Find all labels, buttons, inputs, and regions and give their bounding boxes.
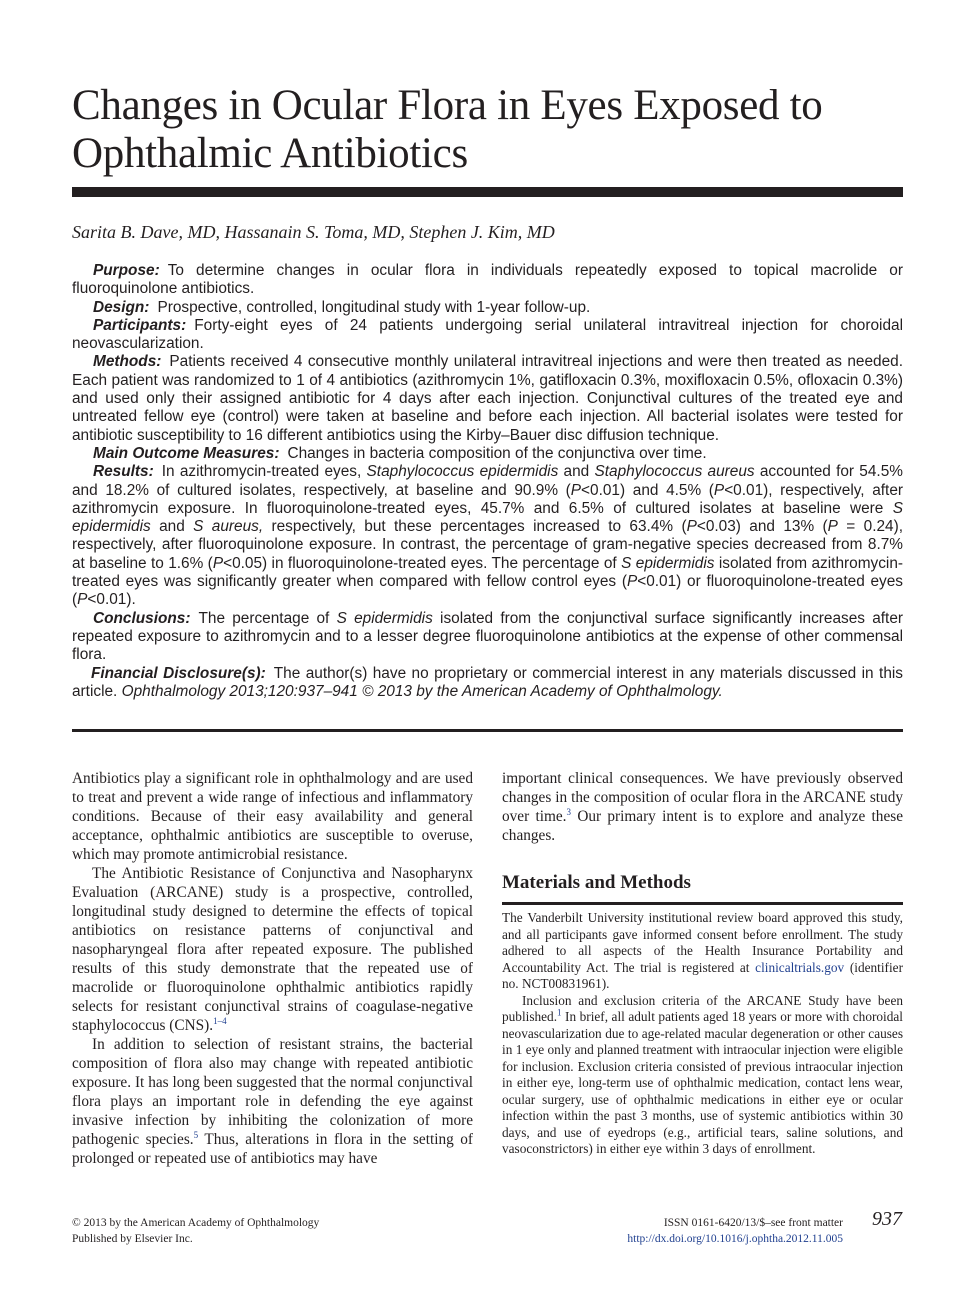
- title-rule: [72, 187, 903, 197]
- abstract-methods: [72, 353, 903, 444]
- participants-label: Participants:: [93, 316, 187, 334]
- article-title: Changes in Ocular Flora in Eyes Exposed to Ophthalmic Antibiotics: [72, 82, 823, 177]
- body-paragraph: Inclusion and exclusion criteria of the ARCANE Study have been published.$^1$ In brief, all adult patients aged 18 years or more with choroidal neovascularization due to age-related macular degeneration or other causes in 1 eye only and planned treatment with intraocular injection were eligible for inclusion. Exclusion criteria consisted of previous intraocular injection in either eye, long-term use of ophthalmic medication, contact lens wear, ocular surgery, use of ophthalmic medications in either eye or ocular infection within the past 3 months, use of systemic antibiotics within 30 days, and use of eyedrops (e.g., artificial tears, saline solutions, and vasoconstrictors) in either eye within 3 days of enrollment.: [502, 992, 903, 1156]
- abstract-design: [72, 299, 903, 317]
- results-label: Results:: [93, 463, 154, 481]
- body-column-left: [72, 769, 473, 1168]
- journal-citation: Ophthalmology 2013;120:937–941 © 2013 by the American Academy of Ophthalmology.: [121, 682, 723, 700]
- abstract-participants: [72, 317, 903, 354]
- outcome-text: Changes in bacteria composition of the conjunctiva over time.: [287, 444, 707, 462]
- author-list: Sarita B. Dave, MD, Hassanain S. Toma, MD, Stephen J. Kim, MD: [72, 222, 555, 242]
- body-paragraph: The Vanderbilt University institutional review board approved this study, and all participants gave informed consent before enrollment. The study adhered to all aspects of the Health Insurance Portability and Accountability Act. The trial is registered at clinicaltrials.gov (identifier no. NCT00831961).: [502, 910, 904, 991]
- abstract-results: [72, 463, 903, 609]
- disclosure-text: The author(s) have no proprietary or commercial interest in any materials discussed in this article.: [72, 664, 903, 700]
- body-paragraph: The Antibiotic Resistance of Conjunctiva and Nasopharynx Evaluation (ARCANE) study is a prospective, controlled, longitudinal study designed to determine the effects of topical antibiotics on resistance patterns of conjunctival and nasopharyngeal flora after repeated exposure. The published results of this study demonstrate that the repeated use of macrolide or fluoroquinolone ophthalmic antibiotics rapidly selects for resistant conjunctival strains of coagulase-negative staphylococcus (CNS).$^{1-4}$: [72, 865, 473, 1034]
- results-text: In azithromycin-treated eyes, Staphylococcus epidermidis and Staphylococcus aureus accounted for 54.5% and 18.2% of cultured isolates, respectively, at baseline and 90.9% (P<0.01) and 4.5% (P<0.01), respectively, after azithromycin exposure. In fluoroquinolone-treated eyes, 45.7% and 6.5% of cultured isolates at baseline were S epidermidis and S aureus, respectively, but these percentages increased to 63.4% (P<0.03) and 13% (P = 0.24), respectively, after fluoroquinolone exposure. In contrast, the percentage of gram-negative species decreased from 8.7% at baseline to 1.6% (P<0.05) in fluoroquinolone-treated eyes. The percentage of S epidermidis isolated from azithromycin-treated eyes was significantly greater when compared with fellow control eyes (P<0.01) or fluoroquinolone-treated eyes (P<0.01).: [72, 463, 904, 609]
- body-paragraph: Antibiotics play a significant role in ophthalmology and are used to treat and prevent a wide range of infectious and inflammatory conditions. Because of their easy availability and general acceptance, ophthalmic antibiotics are susceptible to overuse, which may promote antimicrobial resistance.: [72, 770, 473, 863]
- reference-link[interactable]: 1: [557, 1007, 562, 1018]
- disclosure-label: Financial Disclosure(s):: [91, 664, 266, 682]
- reference-link[interactable]: 5: [193, 1129, 199, 1140]
- purpose-text: To determine changes in ocular flora in individuals repeatedly exposed to topical macrolide or fluoroquinolone antibiotics.: [72, 262, 903, 298]
- abstract-conclusions: Conclusions: The percentage of S epidermidis isolated from the conjunctival surface significantly increases after repeated exposure to azithromycin and to a lesser degree fluoroquinolone antibiotics at the expense of other commensal flora.: [72, 609, 904, 664]
- participants-text: Forty-eight eyes of 24 patients undergoing serial unilateral intravitreal injection for choroidal neovascularization.: [72, 316, 903, 353]
- abstract-outcome: [72, 445, 903, 463]
- abstract-purpose: [72, 262, 903, 299]
- page-number: 937: [872, 1208, 902, 1230]
- registry-link[interactable]: clinicaltrials.gov: [755, 959, 845, 975]
- issn-line: ISSN 0161-6420/13/$–see front matter: [663, 1217, 843, 1229]
- body-paragraph: important clinical consequences. We have previously observed changes in the composition of ocular flora in the ARCANE study over time.$^3$ Our primary intent is to explore and analyze these changes.: [502, 770, 903, 844]
- reference-link[interactable]: 1–4: [213, 1015, 227, 1026]
- purpose-label: Purpose:: [93, 262, 160, 279]
- body-paragraph: In addition to selection of resistant strains, the bacterial composition of flora also may change with repeated antibiotic exposure. It has long been suggested that the normal conjunctival flora plays an important role in defending the eye against invasive infection by inhibiting the colonization of more pathogenic species.$^5$ Thus, alterations in flora in the setting of prolonged or repeated use of antibiotics may have: [72, 1036, 473, 1167]
- section-rule: [502, 902, 903, 905]
- abstract-disclosure: [72, 665, 903, 702]
- design-text: Prospective, controlled, longitudinal study with 1-year follow-up.: [157, 298, 591, 316]
- outcome-label: Main Outcome Measures:: [93, 444, 280, 462]
- abstract: [72, 262, 903, 701]
- design-label: Design:: [93, 298, 150, 316]
- footer-left: [72, 1215, 319, 1247]
- methods-text: Patients received 4 consecutive monthly unilateral intravitreal injections and were then treated as needed. Each patient was randomized to 1 of 4 antibiotics (azithromycin 1%, gatifloxacin 0.3%, moxifloxacin 0.5%, ofloxacin 0.3%) and used only their assigned antibiotic for 4 days after each injection. Conjunctival cultures of the treated eye and untreated fellow eye (control) were taken at baseline and before each injection. All bacterial isolates were tested for antibiotic susceptibility to 16 different antibiotics using the Kirby–Bauer disc diffusion technique.: [72, 353, 903, 444]
- abstract-rule: [72, 729, 903, 732]
- copyright-line: © 2013 by the American Academy of Ophthalmology: [72, 1217, 320, 1229]
- conclusions-label: Conclusions:: [93, 609, 191, 627]
- footer-right: [627, 1215, 843, 1247]
- publisher-line: Published by Elsevier Inc.: [72, 1233, 193, 1245]
- doi-link[interactable]: http://dx.doi.org/10.1016/j.ophtha.2012.11.005: [627, 1233, 843, 1245]
- reference-link[interactable]: 3: [566, 806, 571, 817]
- methods-label: Methods:: [93, 353, 162, 371]
- body-column-right: [502, 769, 903, 1158]
- methods-text-block: [502, 910, 903, 1158]
- section-heading: Materials and Methods: [502, 872, 691, 893]
